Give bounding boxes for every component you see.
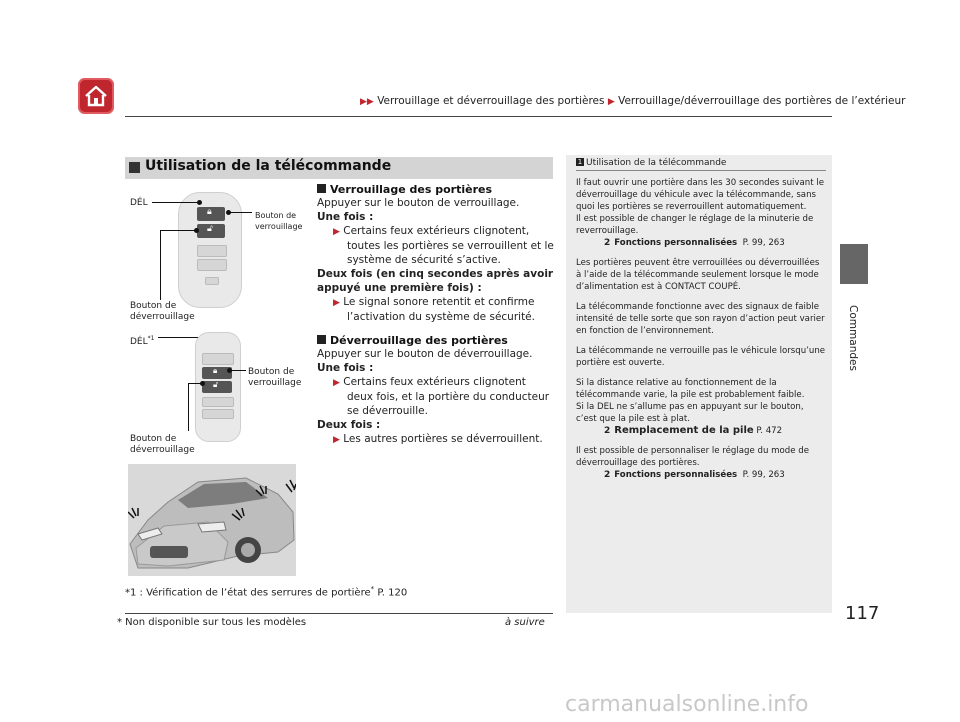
leader-line — [158, 337, 200, 338]
fob-button — [197, 259, 227, 271]
chapter-tab[interactable] — [840, 244, 868, 284]
chapter-label: Commandes — [847, 305, 859, 371]
footnote-2: * Non disponible sur tous les modèles — [117, 617, 307, 628]
breadcrumb — [360, 95, 905, 107]
panel-p5b: Si la DEL ne s’allume pas en appuyant sur le bouton, c’est que la pile est à plat. — [576, 402, 804, 424]
triangle-bullet-icon: ▶ — [333, 378, 340, 388]
unlock-section — [317, 334, 554, 447]
lock-subhead: Verrouillage des portières — [317, 183, 554, 196]
lock-twice-text: ▶ Le signal sonore retentit et confirme l’activation du système de sécurité. — [333, 296, 535, 323]
leader-line — [160, 230, 161, 300]
panel-p1b: Il est possible de changer le réglage de la minuterie de reverrouillage. — [576, 214, 814, 236]
lock-intro: Appuyer sur le bouton de verrouillage. — [317, 197, 520, 209]
panel-title-icon: 1 — [577, 158, 583, 166]
lock-once-label: Une fois : — [317, 211, 374, 223]
square-bullet-icon — [317, 184, 326, 193]
panel-p2: Les portières peuvent être verrouillées ou déverrouillées à l’aide de la télécommande seulement lorsque le mode d’alimentation est à CONTACT COUPÉ. — [576, 258, 820, 292]
unlock-button-label-1: Bouton de déverrouillage — [130, 301, 195, 322]
reference-icon: 2 — [604, 426, 611, 436]
leader-dot — [197, 200, 202, 205]
led-label-2: DÉL$^{*1}$ — [130, 335, 155, 347]
footnote-1-page-link[interactable]: P. 120 — [377, 587, 408, 599]
lock-button — [197, 207, 225, 221]
unlock-twice-text: ▶ Les autres portières se déverrouillent. — [333, 433, 543, 445]
lock-once-text: ▶ Certains feux extérieurs clignotent, toutes les portières se verrouillent et le système de sécurité s’active. — [333, 225, 554, 266]
leader-line — [230, 370, 246, 371]
car-illustration — [128, 464, 296, 576]
header-rule — [125, 116, 832, 117]
lock-button-label-2: Bouton de verrouillage — [248, 367, 302, 388]
page-number: 117 — [845, 603, 880, 624]
padlock-icon: 🔓︎ — [207, 224, 213, 234]
breadcrumb-arrow-icon: ▶▶ — [360, 97, 374, 107]
footer-rule — [125, 613, 553, 614]
unlock-button — [197, 224, 225, 238]
led-label-1: DÉL — [130, 198, 148, 208]
panel-title: 1 Utilisation de la télécommande — [577, 158, 727, 168]
leader-line — [188, 383, 189, 431]
panel-p4: La télécommande ne verrouille pas le véhicule lorsqu’une portière est ouverte. — [576, 346, 826, 368]
fob-button — [205, 277, 219, 285]
watermark: carmanualsonline.info — [565, 692, 809, 717]
leader-line — [152, 202, 199, 203]
unlock-intro: Appuyer sur le bouton de déverrouillage. — [317, 348, 533, 360]
panel-p5: Si la distance relative au fonctionnement de la télécommande varie, la pile est probablement faible. — [576, 378, 805, 400]
reference-icon: 2 — [604, 470, 611, 480]
leader-line — [160, 230, 196, 231]
triangle-bullet-icon: ▶ — [333, 227, 340, 237]
remote-fob-2 — [195, 332, 241, 442]
leader-line — [228, 212, 252, 213]
footnote-1: *1 : Vérification de l’état des serrures de portière* P. 120 — [125, 585, 408, 599]
lock-button-label-1: Bouton de verrouillage — [255, 211, 303, 231]
square-bullet-icon — [129, 162, 140, 173]
panel-p3: La télécommande fonctionne avec des signaux de faible intensité de telle sorte que son rayon d’action peut varier en fonction de l’environnement. — [576, 302, 825, 336]
panel-ref-1[interactable]: 2 Fonctions personnalisées P. 99, 263 — [604, 238, 785, 248]
home-icon — [83, 83, 109, 109]
reference-icon: 2 — [604, 238, 611, 248]
unlock-button-label-2: Bouton de déverrouillage — [130, 434, 195, 455]
leader-dot — [200, 381, 205, 386]
lock-section — [317, 183, 554, 324]
triangle-bullet-icon: ▶ — [333, 298, 340, 308]
leader-dot — [194, 228, 199, 233]
leader-dot — [226, 210, 231, 215]
info-panel — [566, 155, 832, 613]
fob-button — [202, 397, 234, 407]
remote-fob-1 — [178, 192, 242, 308]
breadcrumb-arrow-icon: ▶ — [607, 97, 615, 107]
panel-rule — [576, 170, 826, 171]
home-button[interactable] — [78, 78, 114, 114]
unlock-button — [202, 381, 232, 393]
fob-button — [197, 245, 227, 257]
car-image — [128, 464, 296, 576]
panel-ref-3[interactable]: 2 Fonctions personnalisées P. 99, 263 — [604, 470, 785, 480]
panel-ref-2[interactable]: 2 Remplacement de la pile P. 472 — [604, 425, 783, 436]
padlock-icon: 🔒︎ — [213, 366, 218, 375]
section-header — [125, 157, 553, 179]
unlock-subhead: Déverrouillage des portières — [317, 334, 554, 347]
fob-button — [202, 409, 234, 419]
fob-button — [202, 353, 234, 365]
breadcrumb-link-2[interactable]: Verrouillage/déverrouillage des portières de l’extérieur — [618, 95, 906, 107]
section-title: Utilisation de la télécommande — [145, 158, 392, 174]
continued-label: à suivre — [505, 617, 545, 628]
unlock-once-label: Une fois : — [317, 362, 374, 374]
unlock-once-text: ▶ Certains feux extérieurs clignotent deux fois, et la portière du conducteur se déverrouille. — [333, 376, 550, 417]
padlock-icon: 🔓︎ — [213, 380, 219, 389]
triangle-bullet-icon: ▶ — [333, 435, 340, 445]
lock-twice-label: Deux fois (en cinq secondes après avoir appuyé une première fois) : — [317, 268, 554, 294]
panel-p1: Il faut ouvrir une portière dans les 30 secondes suivant le déverrouillage du véhicule avec la télécommande, sans quoi les portières se reverrouillent automatiquement. — [576, 178, 824, 212]
square-bullet-icon — [317, 335, 326, 344]
padlock-icon: 🔒︎ — [207, 207, 212, 217]
unlock-twice-label: Deux fois : — [317, 419, 381, 431]
breadcrumb-link-1[interactable]: Verrouillage et déverrouillage des portières — [377, 95, 605, 107]
panel-p6: Il est possible de personnaliser le réglage du mode de déverrouillage des portières. — [576, 446, 809, 468]
